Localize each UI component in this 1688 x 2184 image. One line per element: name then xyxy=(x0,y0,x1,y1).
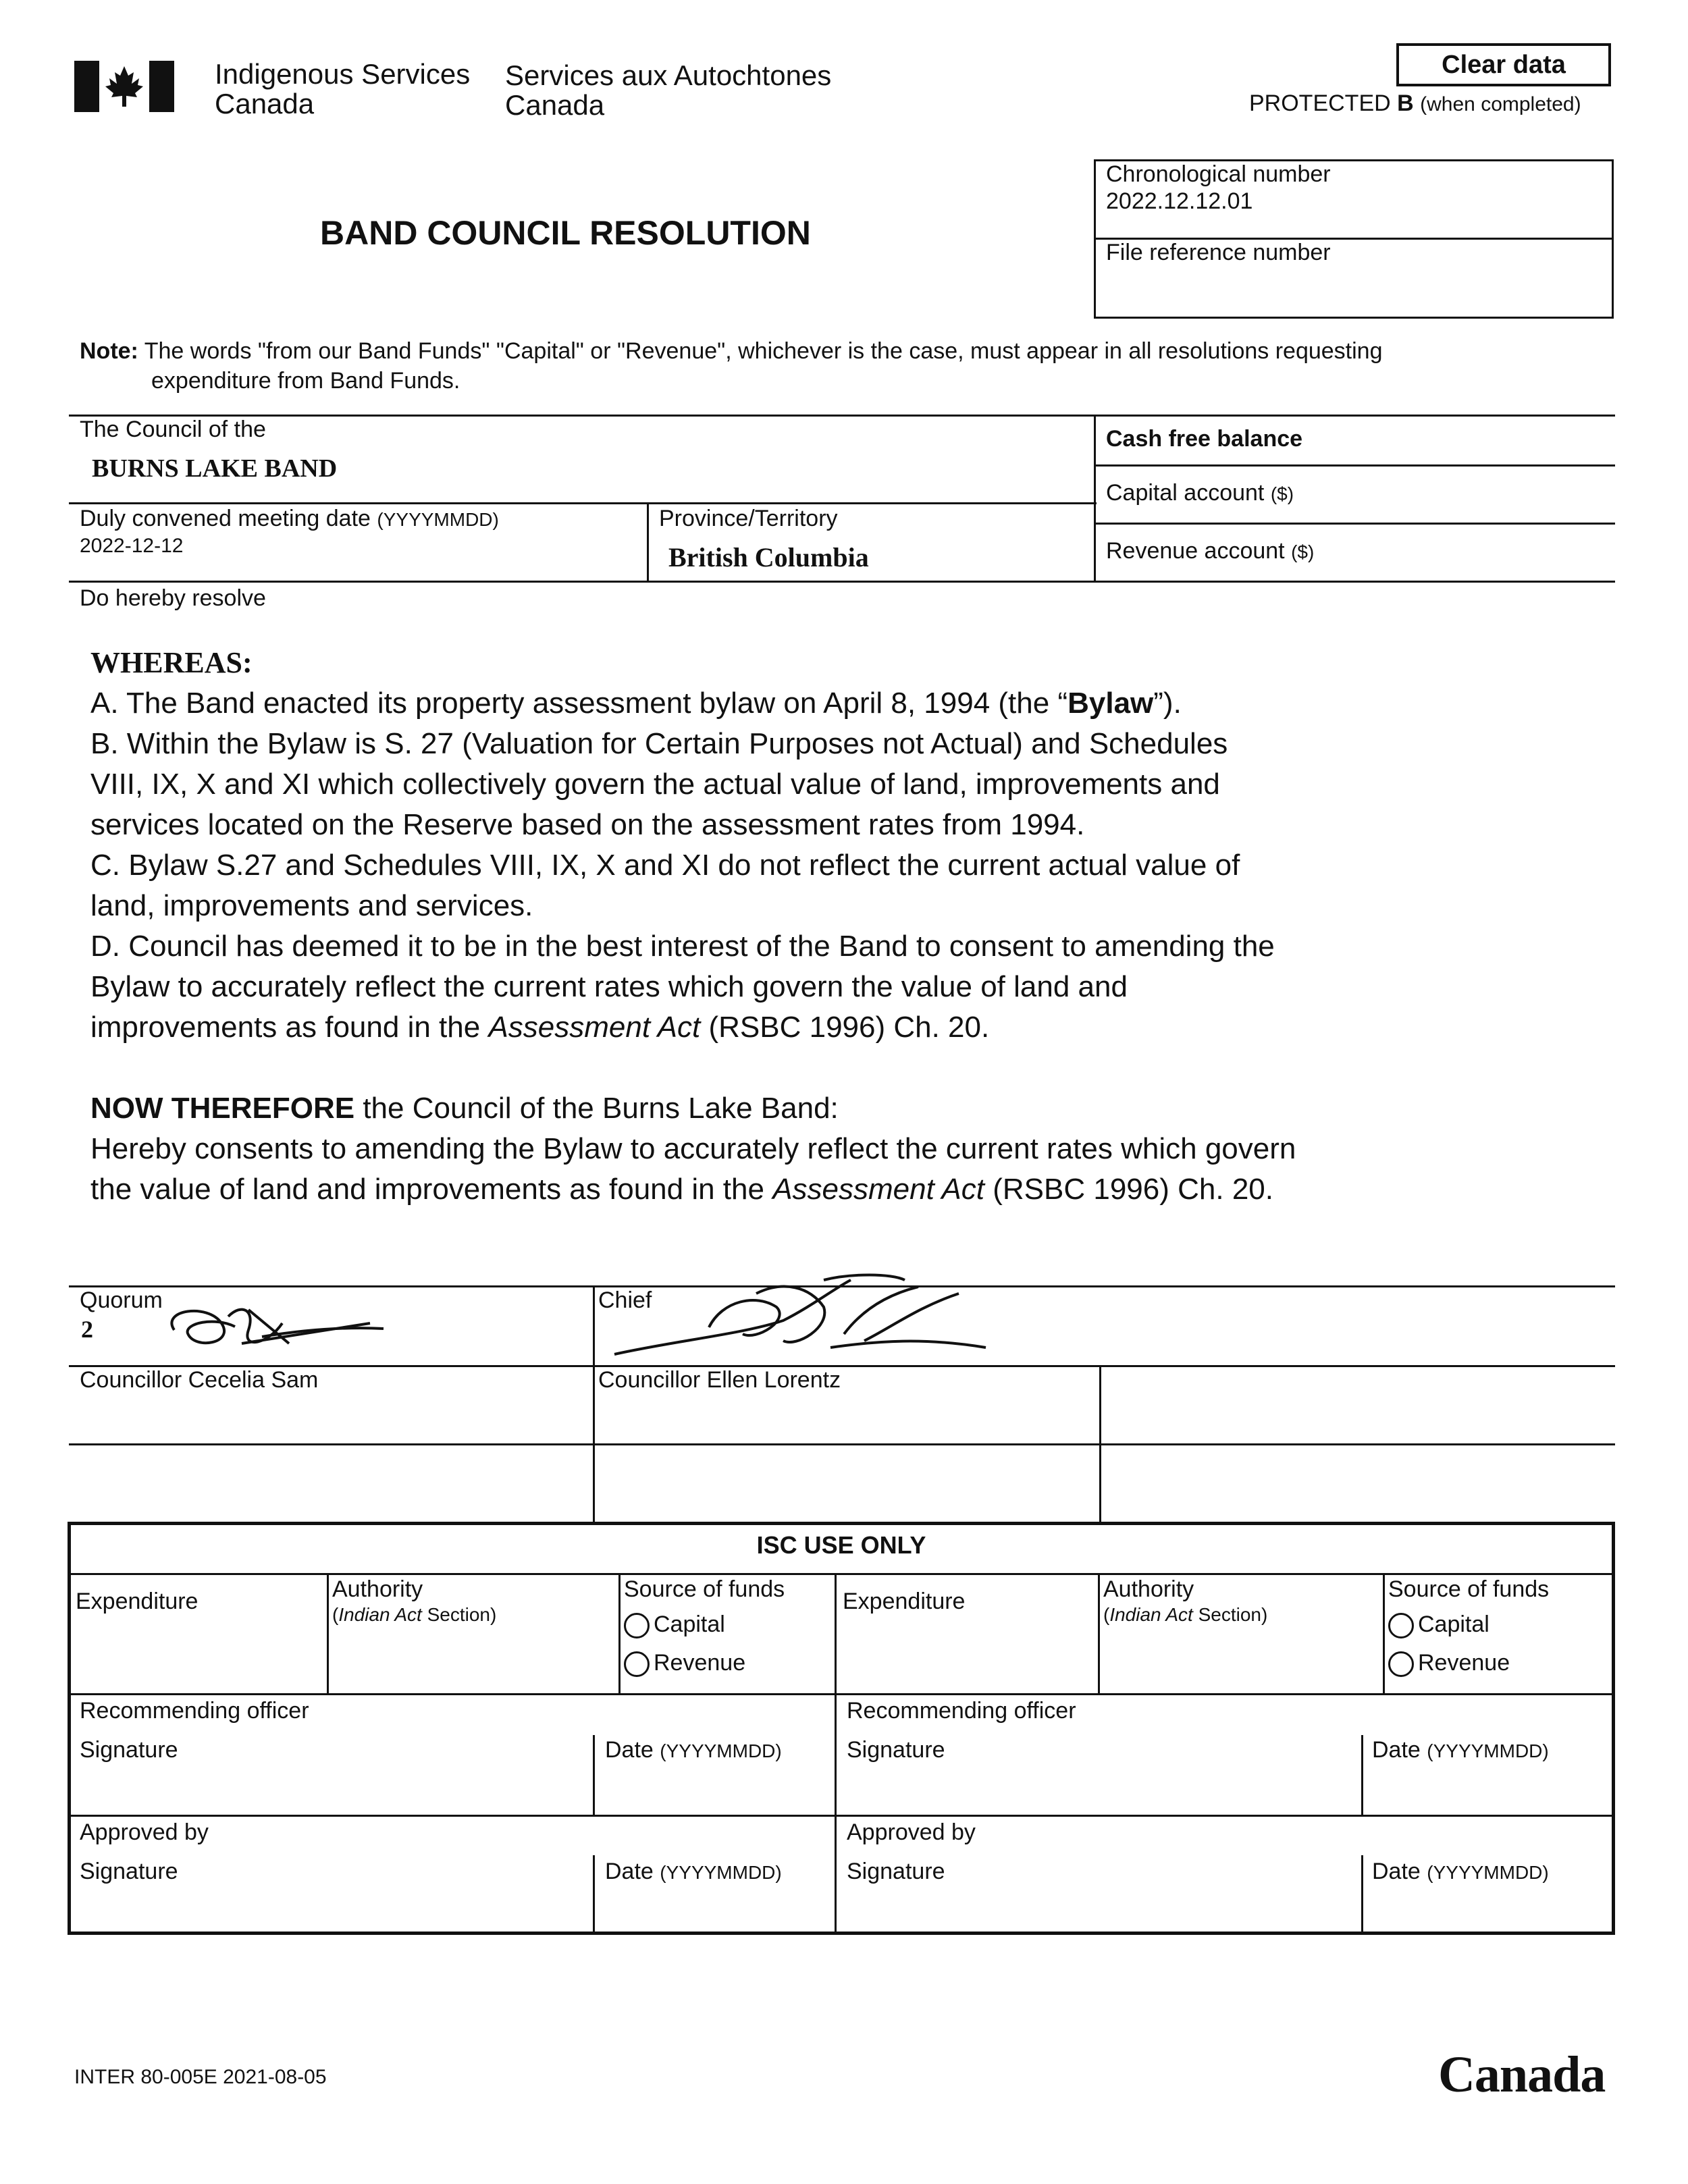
radio-icon xyxy=(1388,1613,1414,1639)
approved-by-label-right: Approved by xyxy=(847,1819,976,1845)
clear-data-button[interactable] xyxy=(1396,43,1611,86)
approved-signature-left[interactable]: Signature xyxy=(80,1859,178,1884)
signature-cecelia-sam xyxy=(154,1296,397,1364)
department-name-fr: Services aux Autochtones Canada xyxy=(505,59,832,121)
capital-account-field[interactable]: Capital account ($) xyxy=(1106,480,1294,506)
recommending-officer-label-left: Recommending officer xyxy=(80,1698,309,1724)
meeting-date-label: Duly convened meeting date (YYYYMMDD) xyxy=(80,506,499,531)
whereas-heading: WHEREAS: xyxy=(90,646,253,679)
approved-signature-right[interactable]: Signature xyxy=(847,1859,945,1884)
protected-label: PROTECTED B (when completed) xyxy=(1249,90,1581,116)
cash-free-balance-label: Cash free balance xyxy=(1106,426,1303,452)
recommending-signature-left[interactable]: Signature xyxy=(80,1737,178,1763)
clause-c-line1: C. Bylaw S.27 and Schedules VIII, IX, X and XI do not reflect the current actual value of xyxy=(90,849,1240,882)
recommending-date-left[interactable]: Date (YYYYMMDD) xyxy=(605,1737,782,1763)
quorum-label: Quorum xyxy=(80,1287,163,1313)
chief-label: Chief xyxy=(598,1287,652,1313)
province-label: Province/Territory xyxy=(659,506,838,531)
clause-d-line1: D. Council has deemed it to be in the best interest of the Band to consent to amending the xyxy=(90,930,1275,963)
councillor-cecelia-sam-label: Councillor Cecelia Sam xyxy=(80,1367,319,1393)
chronological-number-label: Chronological number xyxy=(1106,161,1331,187)
approved-date-left[interactable]: Date (YYYYMMDD) xyxy=(605,1859,782,1884)
file-reference-field[interactable] xyxy=(1106,269,1606,309)
isc-authority-label-right: Authority (Indian Act Section) xyxy=(1103,1576,1268,1625)
clause-a: A. The Band enacted its property assessment bylaw on April 8, 1994 (the “Bylaw”). xyxy=(90,687,1182,720)
radio-icon xyxy=(1388,1651,1414,1677)
approved-by-label-left: Approved by xyxy=(80,1819,209,1845)
clause-b-line2: VIII, IX, X and XI which collectively govern the actual value of land, improvements and xyxy=(90,768,1220,801)
clause-d-line2: Bylaw to accurately reflect the current rates which govern the value of land and xyxy=(90,970,1128,1003)
isc-title: ISC USE ONLY xyxy=(756,1531,926,1559)
recommending-officer-label-right: Recommending officer xyxy=(847,1698,1076,1724)
isc-capital-radio-right[interactable]: Capital xyxy=(1388,1611,1549,1639)
chronological-number-field[interactable]: 2022.12.12.01 xyxy=(1106,188,1253,214)
now-therefore-line: NOW THEREFORE the Council of the Burns Lake Band: xyxy=(90,1092,839,1125)
department-name-en: Indigenous Services Canada xyxy=(215,58,471,119)
signature-chief xyxy=(608,1267,999,1368)
council-label: The Council of the xyxy=(80,417,266,442)
province-field[interactable]: British Columbia xyxy=(668,542,869,572)
isc-revenue-radio-right[interactable]: Revenue xyxy=(1388,1649,1549,1677)
resolve-label: Do hereby resolve xyxy=(80,585,266,611)
isc-expenditure-label-left: Expenditure xyxy=(76,1589,199,1614)
isc-source-of-funds-left: Source of funds Capital Revenue xyxy=(624,1576,785,1677)
radio-icon xyxy=(624,1651,650,1677)
councillor-ellen-lorentz-label: Councillor Ellen Lorentz xyxy=(598,1367,841,1393)
isc-capital-radio-left[interactable]: Capital xyxy=(624,1611,785,1639)
expenditure-note: Note: The words "from our Band Funds" "Capital" or "Revenue", whichever is the case, must appear in all resolutions requesting expenditure from Band Funds. xyxy=(80,338,1383,394)
recommending-date-right[interactable]: Date (YYYYMMDD) xyxy=(1372,1737,1549,1763)
council-name-field[interactable]: BURNS LAKE BAND xyxy=(92,454,338,483)
isc-authority-label-left: Authority (Indian Act Section) xyxy=(332,1576,497,1625)
clear-data-label: Clear data xyxy=(1442,51,1566,79)
canada-flag-logo xyxy=(74,61,174,112)
form-number: INTER 80-005E 2021-08-05 xyxy=(74,2066,327,2088)
revenue-account-field[interactable]: Revenue account ($) xyxy=(1106,538,1315,564)
clause-c-line2: land, improvements and services. xyxy=(90,889,533,922)
isc-source-of-funds-right: Source of funds Capital Revenue xyxy=(1388,1576,1549,1677)
clause-b-line1: B. Within the Bylaw is S. 27 (Valuation for Certain Purposes not Actual) and Schedules xyxy=(90,727,1228,760)
meeting-date-field[interactable]: 2022-12-12 xyxy=(80,535,184,557)
clause-d-line3: improvements as found in the Assessment Act (RSBC 1996) Ch. 20. xyxy=(90,1011,990,1044)
recommending-signature-right[interactable]: Signature xyxy=(847,1737,945,1763)
file-reference-label: File reference number xyxy=(1106,240,1331,265)
resolution-line1: Hereby consents to amending the Bylaw to accurately reflect the current rates which govern xyxy=(90,1132,1296,1165)
resolution-text[interactable] xyxy=(90,643,1373,1210)
clause-b-line3: services located on the Reserve based on the assessment rates from 1994. xyxy=(90,808,1085,841)
radio-icon xyxy=(624,1613,650,1639)
isc-revenue-radio-left[interactable]: Revenue xyxy=(624,1649,785,1677)
canada-wordmark: Canada xyxy=(1438,2046,1606,2103)
form-title: BAND COUNCIL RESOLUTION xyxy=(320,214,811,252)
resolution-line2: the value of land and improvements as found in the Assessment Act (RSBC 1996) Ch. 20. xyxy=(90,1173,1273,1206)
isc-expenditure-label-right: Expenditure xyxy=(843,1589,966,1614)
approved-date-right[interactable]: Date (YYYYMMDD) xyxy=(1372,1859,1549,1884)
quorum-field[interactable]: 2 xyxy=(81,1316,93,1343)
